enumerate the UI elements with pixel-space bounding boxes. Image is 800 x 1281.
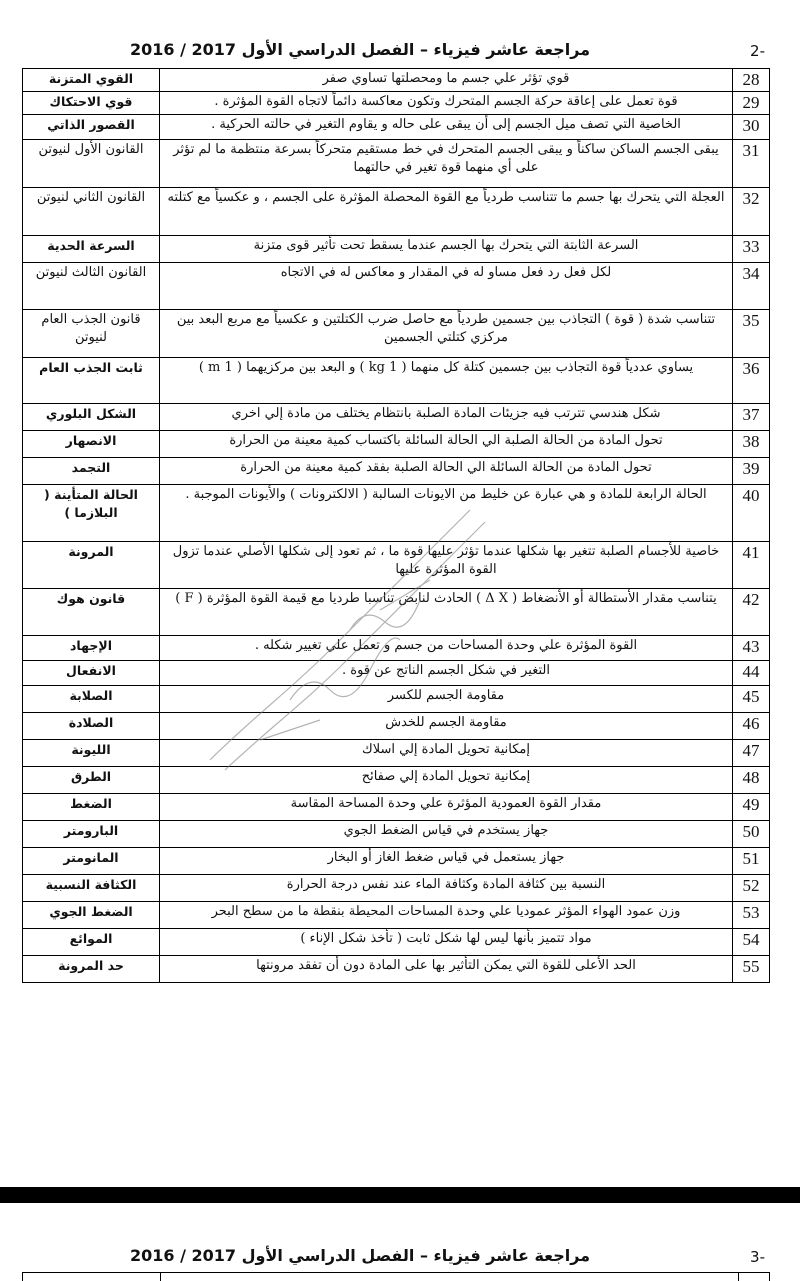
row-number: 29 <box>733 92 770 115</box>
definition-cell: الحد الأعلى للقوة التي يمكن التأثير بها على المادة دون أن تفقد مرونتها <box>160 956 733 983</box>
table-row <box>23 686 770 713</box>
table-row <box>23 661 770 686</box>
definition-cell: تتناسب شدة ( قوة ) التجاذب بين جسمين طردياً مع حاصل ضرب الكتلتين و عكسياً مع مربع البعد بين مركزي كتلتي الجسمين <box>160 310 733 358</box>
row-number: 44 <box>733 661 770 686</box>
row-number: 40 <box>733 485 770 542</box>
page-number: -3 <box>750 1248 765 1266</box>
table-row <box>23 310 770 358</box>
definition-cell: مقاومة الجسم للخدش <box>160 713 733 740</box>
term-cell: المانومتر <box>23 848 160 875</box>
term-cell: القصور الذاتي <box>23 115 160 140</box>
term-cell: ثابت الجذب العام <box>23 358 160 404</box>
term-cell: حد المرونة <box>23 956 160 983</box>
row-number: 37 <box>733 404 770 431</box>
definition-cell: جهاز يستخدم في قياس الضغط الجوي <box>160 821 733 848</box>
term-cell: الضغط الجوي <box>23 902 160 929</box>
definition-cell: النسبة بين كثافة المادة وكثافة الماء عند نفس درجة الحرارة <box>160 875 733 902</box>
term-cell: الموائع <box>23 929 160 956</box>
table-row <box>23 636 770 661</box>
table-row <box>23 115 770 140</box>
definition-cell: إمكانية تحويل المادة إلي اسلاك <box>160 740 733 767</box>
row-number: 36 <box>733 358 770 404</box>
term-cell: القوي المتزنة <box>23 69 160 92</box>
row-number: 47 <box>733 740 770 767</box>
table-row <box>23 929 770 956</box>
term-cell: الشكل البلوري <box>23 404 160 431</box>
definitions-table <box>22 68 770 983</box>
term-cell: التجمد <box>23 458 160 485</box>
definition-cell: مقدار القوة العمودية المؤثرة علي وحدة المساحة المقاسة <box>160 794 733 821</box>
table-row <box>23 821 770 848</box>
page-divider <box>0 1187 800 1203</box>
definition-cell: العجلة التي يتحرك بها جسم ما تتناسب طردياً مع القوة المحصلة المؤثرة على الجسم ، و عكسياً مع كتلته <box>160 188 733 236</box>
definition-cell: قوة تعمل على إعاقة حركة الجسم المتحرك وتكون معاكسة دائماً لاتجاه القوة المؤثرة . <box>160 92 733 115</box>
row-number: 49 <box>733 794 770 821</box>
term-cell: الحالة المتأينة ( البلازما ) <box>23 485 160 542</box>
table-row <box>23 92 770 115</box>
row-number: 53 <box>733 902 770 929</box>
row-number: 34 <box>733 263 770 310</box>
term-cell: السرعة الحدية <box>23 236 160 263</box>
definition-cell: شكل هندسي تترتب فيه جزيئات المادة الصلبة بانتظام يختلف من مادة إلي اخري <box>160 404 733 431</box>
definition-cell: مواد تتميز بأنها ليس لها شكل ثابت ( تأخذ شكل الإناء ) <box>160 929 733 956</box>
row-number: 51 <box>733 848 770 875</box>
row-number: 41 <box>733 542 770 589</box>
page-header <box>20 38 770 66</box>
definition-cell: التغير في شكل الجسم الناتج عن قوة . <box>160 661 733 686</box>
table-row <box>23 902 770 929</box>
row-number: 42 <box>733 589 770 636</box>
page-number: -2 <box>750 42 765 60</box>
definition-cell: تحول المادة من الحالة السائلة الي الحالة الصلبة بفقد كمية معينة من الحرارة <box>160 458 733 485</box>
definition-cell: خاصية للأجسام الصلبة تتغير بها شكلها عندما تؤثر عليها قوة ما ، ثم تعود إلى شكلها الأصلي عندما تزول القوة المؤثرة عليها <box>160 542 733 589</box>
definition-cell: القوة المؤثرة علي وحدة المساحات من جسم و تعمل علي تغيير شكله . <box>160 636 733 661</box>
definition-cell: لكل فعل رد فعل مساو له في المقدار و معاكس له في الاتجاه <box>160 263 733 310</box>
term-cell: قانون هوك <box>23 589 160 636</box>
row-number: 30 <box>733 115 770 140</box>
table-row <box>23 404 770 431</box>
table-row <box>23 740 770 767</box>
term-cell: القانون الثاني لنيوتن <box>23 188 160 236</box>
table-row <box>23 69 770 92</box>
table-row <box>23 140 770 188</box>
row-number: 50 <box>733 821 770 848</box>
row-number: 28 <box>733 69 770 92</box>
definition-cell: إمكانية تحويل المادة إلي صفائح <box>160 767 733 794</box>
term-cell: قوي الاحتكاك <box>23 92 160 115</box>
definition-cell: يتناسب مقدار الأستطالة أو الأنضغاط ( Δ X ) الحادث لنابض تناسبا طرديا مع قيمة القوة المؤثرة ( F ) <box>160 589 733 636</box>
page-header-2 <box>20 1244 770 1272</box>
row-number: 54 <box>733 929 770 956</box>
page-title: مراجعة عاشر فيزياء – الفصل الدراسي الأول 2017 / 2016 <box>130 1246 591 1265</box>
term-cell: القانون الأول لنيوتن <box>23 140 160 188</box>
row-number: 39 <box>733 458 770 485</box>
term-cell: الانفعال <box>23 661 160 686</box>
term-cell: الكثافة النسبية <box>23 875 160 902</box>
row-number: 32 <box>733 188 770 236</box>
definition-cell: يساوي عددياً قوة التجاذب بين جسمين كتلة كل منهما ( 1 kg ) و البعد بين مركزيهما ( 1 m ) <box>160 358 733 404</box>
term-cell: الإجهاد <box>23 636 160 661</box>
definition-cell: السرعة الثابتة التي يتحرك بها الجسم عندما يسقط تحت تأثير قوى متزنة <box>160 236 733 263</box>
table-row <box>23 431 770 458</box>
row-number: 38 <box>733 431 770 458</box>
table-row <box>23 956 770 983</box>
definition-cell: جهاز يستعمل في قياس ضغط الغاز أو البخار <box>160 848 733 875</box>
table-row <box>23 263 770 310</box>
table-row <box>23 358 770 404</box>
definition-cell: قوي تؤثر علي جسم ما ومحصلتها تساوي صفر <box>160 69 733 92</box>
table-row <box>23 713 770 740</box>
row-number: 35 <box>733 310 770 358</box>
table-row <box>23 542 770 589</box>
term-cell: الانصهار <box>23 431 160 458</box>
row-number: 52 <box>733 875 770 902</box>
table-row <box>23 589 770 636</box>
row-number: 33 <box>733 236 770 263</box>
table-row <box>23 485 770 542</box>
definition-cell: الحالة الرابعة للمادة و هي عبارة عن خليط من الايونات السالبة ( الالكترونات ) والأيونات الموجبة . <box>160 485 733 542</box>
row-number: 43 <box>733 636 770 661</box>
table-row <box>23 875 770 902</box>
definition-cell: وزن عمود الهواء المؤثر عموديا علي وحدة المساحات المحيطة بنقطة ما من سطح البحر <box>160 902 733 929</box>
row-number: 55 <box>733 956 770 983</box>
row-number: 48 <box>733 767 770 794</box>
row-number: 45 <box>733 686 770 713</box>
term-cell: الطرق <box>23 767 160 794</box>
row-number: 46 <box>733 713 770 740</box>
term-cell: الصلابة <box>23 686 160 713</box>
table-row <box>23 794 770 821</box>
term-cell: القانون الثالث لنيوتن <box>23 263 160 310</box>
table-row <box>23 236 770 263</box>
term-cell: الصلادة <box>23 713 160 740</box>
term-cell: المرونة <box>23 542 160 589</box>
term-cell: الضغط <box>23 794 160 821</box>
definition-cell: مقاومة الجسم للكسر <box>160 686 733 713</box>
row-number: 31 <box>733 140 770 188</box>
table-row <box>23 848 770 875</box>
definition-cell: يبقى الجسم الساكن ساكناً و يبقى الجسم المتحرك في خط مستقيم متحركاً بسرعة منتظمة ما لم تؤثر على أي منهما قوة تغير في حالتهما <box>160 140 733 188</box>
term-cell: الليونة <box>23 740 160 767</box>
definition-cell: تحول المادة من الحالة الصلبة الي الحالة السائلة باكتساب كمية معينة من الحرارة <box>160 431 733 458</box>
table-row <box>23 458 770 485</box>
table-row <box>23 188 770 236</box>
term-cell: قانون الجذب العام لنيوتن <box>23 310 160 358</box>
term-cell: البارومتر <box>23 821 160 848</box>
definition-cell: الخاصية التي تصف ميل الجسم إلى أن يبقى على حاله و يقاوم التغير في حالته الحركية . <box>160 115 733 140</box>
table-row <box>23 767 770 794</box>
page-title: مراجعة عاشر فيزياء – الفصل الدراسي الأول 2017 / 2016 <box>130 40 591 59</box>
